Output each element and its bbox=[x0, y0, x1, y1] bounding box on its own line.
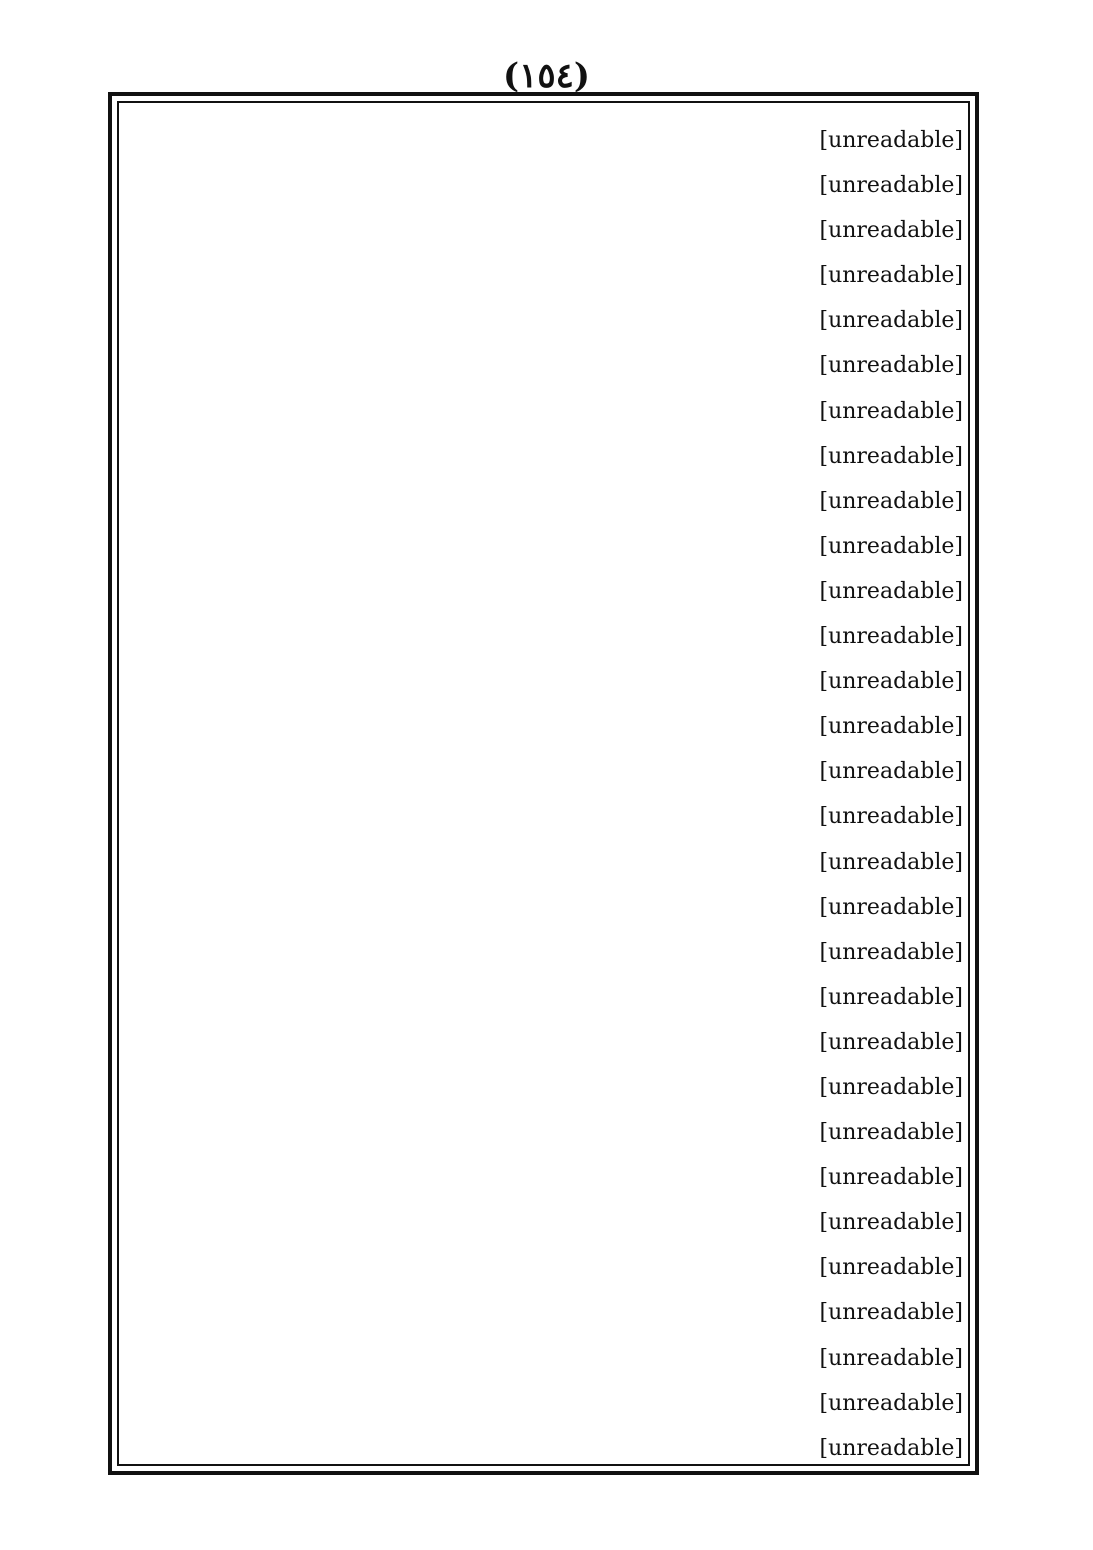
text-line: [unreadable] bbox=[819, 1390, 963, 1416]
page-frame bbox=[108, 92, 979, 1475]
text-line: [unreadable] bbox=[819, 1029, 963, 1055]
text-line: [unreadable] bbox=[819, 443, 963, 469]
text-line: [unreadable] bbox=[819, 218, 963, 244]
text-line: [unreadable] bbox=[819, 1120, 963, 1146]
text-line: [unreadable] bbox=[819, 1435, 963, 1461]
text-line: [unreadable] bbox=[819, 1210, 963, 1236]
text-line: [unreadable] bbox=[819, 1255, 963, 1281]
text-line: [unreadable] bbox=[819, 804, 963, 830]
text-line: [unreadable] bbox=[819, 128, 963, 153]
text-line: [unreadable] bbox=[819, 173, 963, 199]
text-line: [unreadable] bbox=[819, 308, 963, 334]
text-line: [unreadable] bbox=[819, 353, 963, 379]
text-line: [unreadable] bbox=[819, 669, 963, 695]
text-line: [unreadable] bbox=[819, 714, 963, 740]
body-text bbox=[124, 118, 963, 1471]
text-line: [unreadable] bbox=[819, 398, 963, 424]
text-line: [unreadable] bbox=[819, 1345, 963, 1371]
text-line: [unreadable] bbox=[819, 488, 963, 514]
page-number: (١٥٤) bbox=[503, 56, 590, 96]
text-line: [unreadable] bbox=[819, 1074, 963, 1100]
text-line: [unreadable] bbox=[819, 533, 963, 559]
text-line: [unreadable] bbox=[819, 1165, 963, 1191]
text-line: [unreadable] bbox=[819, 1300, 963, 1326]
text-line: [unreadable] bbox=[819, 984, 963, 1010]
text-line: [unreadable] bbox=[819, 759, 963, 785]
text-line: [unreadable] bbox=[819, 624, 963, 650]
text-line: [unreadable] bbox=[819, 849, 963, 875]
text-line: [unreadable] bbox=[819, 578, 963, 604]
text-line: [unreadable] bbox=[819, 263, 963, 289]
text-line: [unreadable] bbox=[819, 894, 963, 920]
text-line: [unreadable] bbox=[819, 939, 963, 965]
